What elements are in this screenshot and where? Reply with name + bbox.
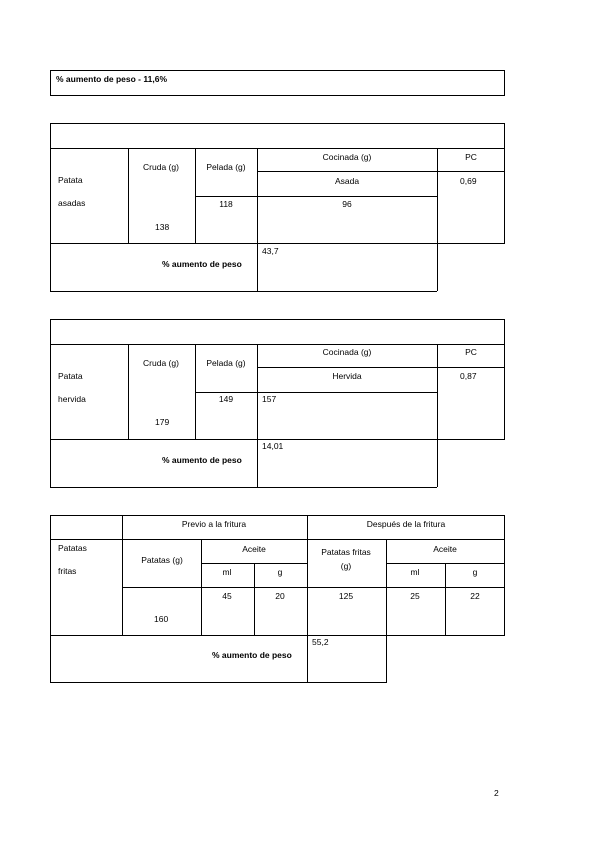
- hervida-vline-cocinada: [437, 344, 438, 488]
- fritas-col-patatas-fritas-line1: Patatas fritas: [321, 547, 371, 557]
- fritas-aumento-label: % aumento de peso: [212, 650, 292, 660]
- hervida-col-cocinada: Cocinada (g): [322, 347, 372, 357]
- asadas-header-divider: [195, 196, 437, 197]
- asadas-body-divider: [50, 243, 505, 244]
- asadas-vline-label: [128, 148, 129, 243]
- fritas-bottom-cut: [387, 682, 505, 684]
- hervida-label-line1: Patata: [58, 371, 83, 381]
- hervida-vline-label: [128, 344, 129, 439]
- asadas-col-pelada: Pelada (g): [206, 162, 246, 172]
- fritas-header-despues: Después de la fritura: [366, 519, 446, 529]
- fritas-col-aceite-previo: Aceite: [242, 544, 266, 554]
- fritas-patatas-value: 160: [154, 614, 169, 624]
- hervida-right-cut: [503, 440, 505, 488]
- fritas-header-previo: Previo a la fritura: [181, 519, 247, 529]
- hervida-label-line2: hervida: [58, 394, 86, 404]
- hervida-pelada-value: 149: [218, 394, 234, 404]
- page-number: 2: [494, 788, 499, 798]
- fritas-subheader-divider: [122, 587, 505, 588]
- fritas-vline-patatas-fritas: [386, 539, 387, 683]
- fritas-label-line2: fritas: [58, 566, 77, 576]
- hervida-aumento-value: 14,01: [262, 441, 284, 451]
- asadas-right-cut: [503, 244, 505, 292]
- fritas-title-divider: [50, 539, 505, 540]
- asadas-vline-pelada: [257, 148, 258, 292]
- hervida-sub-cocinada: Hervida: [332, 371, 362, 381]
- fritas-aceite-ml-previo: 45: [222, 591, 232, 601]
- fritas-aceite-g-despues: 22: [470, 591, 480, 601]
- hervida-pc-value: 0,87: [460, 371, 477, 381]
- asadas-sub-cocinada: Asada: [334, 176, 360, 186]
- hervida-col-pc: PC: [465, 347, 477, 357]
- hervida-cruda-value: 179: [155, 417, 170, 427]
- hervida-header-divider: [195, 392, 437, 393]
- fritas-aceite-despues-divider: [386, 563, 505, 564]
- asadas-label-line1: Patata: [58, 175, 83, 185]
- fritas-right-cut: [503, 636, 505, 684]
- hervida-sub-divider: [257, 367, 505, 368]
- fritas-body-divider: [50, 635, 505, 636]
- fritas-sub-g-previo: g: [277, 567, 283, 577]
- fritas-col-patatas: Patatas (g): [141, 555, 183, 565]
- fritas-patatas-fritas-value: 125: [338, 591, 354, 601]
- hervida-vline-pelada: [257, 344, 258, 488]
- fritas-aceite-previo-divider: [201, 563, 307, 564]
- summary-text: % aumento de peso - 11,6%: [56, 74, 168, 84]
- hervida-aumento-label: % aumento de peso: [162, 455, 242, 465]
- asadas-aumento-value: 43,7: [262, 246, 279, 256]
- fritas-vline-ml-g-despues: [445, 563, 446, 635]
- fritas-col-aceite-despues: Aceite: [433, 544, 457, 554]
- asadas-label-line2: asadas: [58, 198, 86, 208]
- hervida-col-pelada: Pelada (g): [206, 358, 246, 368]
- hervida-body-divider: [50, 439, 505, 440]
- asadas-col-pc: PC: [465, 152, 477, 162]
- fritas-col-patatas-fritas-line2: (g): [340, 561, 352, 571]
- fritas-label-line1: Patatas: [58, 543, 87, 553]
- fritas-vline-ml-g-previo: [254, 563, 255, 635]
- fritas-vline-label: [122, 515, 123, 635]
- hervida-bottom-cut: [437, 487, 505, 489]
- asadas-pelada-value: 118: [219, 199, 233, 209]
- asadas-vline-cocinada: [437, 148, 438, 292]
- asadas-cocinada-value: 96: [342, 199, 352, 209]
- asadas-col-cruda: Cruda (g): [143, 162, 179, 172]
- asadas-col-cocinada: Cocinada (g): [322, 152, 372, 162]
- asadas-pc-value: 0,69: [460, 176, 477, 186]
- fritas-sub-ml-despues: ml: [410, 567, 420, 577]
- asadas-sub-divider: [257, 171, 505, 172]
- fritas-aceite-g-previo: 20: [275, 591, 285, 601]
- asadas-aumento-label: % aumento de peso: [162, 259, 242, 269]
- fritas-vline-previo-despues: [307, 515, 308, 683]
- fritas-aumento-value: 55,2: [312, 637, 329, 647]
- fritas-aceite-ml-despues: 25: [410, 591, 420, 601]
- fritas-sub-g-despues: g: [472, 567, 478, 577]
- fritas-sub-ml-previo: ml: [222, 567, 232, 577]
- asadas-cruda-value: 138: [155, 222, 170, 232]
- hervida-cocinada-value: 157: [262, 394, 277, 404]
- asadas-bottom-cut: [437, 291, 505, 293]
- hervida-col-cruda: Cruda (g): [143, 358, 179, 368]
